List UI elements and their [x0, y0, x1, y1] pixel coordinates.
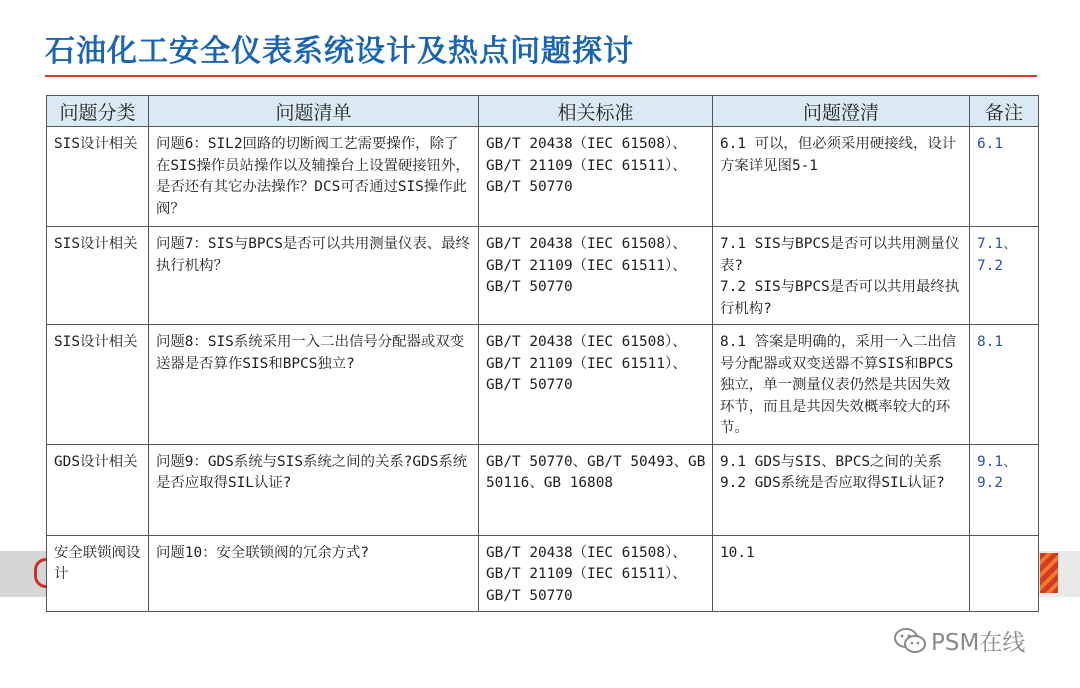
cell-category: SIS设计相关	[47, 127, 149, 227]
standard-line: GB/T 50770	[486, 587, 573, 604]
clarification-line: 10.1	[720, 544, 755, 561]
cell-category: SIS设计相关	[47, 325, 149, 445]
cell-category: 安全联锁阀设计	[47, 535, 149, 612]
clarification-line: 9.2 GDS系统是否应取得SIL认证?	[720, 475, 945, 491]
title-divider	[45, 75, 1037, 77]
table-row	[47, 227, 1039, 325]
cell-question: 问题7：SIS与BPCS是否可以共用测量仪表、最终执行机构？	[149, 227, 479, 325]
standard-line: GB/T 21109（IEC 61511）、	[486, 566, 687, 582]
table-header-row	[47, 96, 1039, 127]
cell-standards	[479, 325, 713, 445]
standard-line: GB/T 50770	[486, 377, 573, 393]
standard-line: GB/T 21109（IEC 61511）、	[486, 157, 687, 174]
standard-line: GB/T 20438（IEC 61508）、	[486, 136, 687, 152]
cell-standards	[479, 227, 713, 325]
table-row	[47, 325, 1039, 445]
cell-question: 问题10：安全联锁阀的冗余方式?	[149, 535, 479, 612]
page-title: 石油化工安全仪表系统设计及热点问题探讨	[45, 34, 634, 69]
standard-line: GB/T 50770	[486, 179, 573, 195]
standard-line: GB/T 50770、GB/T 50493、GB 50116、GB 16808	[486, 453, 706, 491]
standard-line: GB/T 50770	[486, 279, 573, 295]
header-question: 问题清单	[149, 96, 479, 127]
cell-question: 问题6：SIL2回路的切断阀工艺需要操作，除了在SIS操作员站操作以及辅操台上设置硬接钮外，是否还有其它办法操作？DCS可否通过SIS操作此阀？	[149, 127, 479, 227]
left-logo-mark	[34, 558, 46, 588]
clarification-line: 7.2 SIS与BPCS是否可以共用最终执行机构?	[720, 279, 960, 317]
cell-note: 7.1、7.2	[970, 227, 1039, 325]
cell-clarification	[713, 444, 970, 535]
header-note: 备注	[970, 96, 1039, 127]
cell-clarification	[713, 325, 970, 445]
right-logo-mark	[1040, 553, 1058, 593]
standard-line: GB/T 20438（IEC 61508）、	[486, 544, 687, 561]
header-category: 问题分类	[47, 96, 149, 127]
clarification-line: 8.1 答案是明确的，采用一入二出信号分配器或双变送器不算SIS和BPCS独立，单一测量仪表仍然是共因失效环节，而且是共因失效概率较大的环节。	[720, 334, 957, 436]
standard-line: GB/T 21109（IEC 61511）、	[486, 355, 687, 372]
cell-note: 8.1	[970, 325, 1039, 445]
header-standards: 相关标准	[479, 96, 713, 127]
standard-line: GB/T 20438（IEC 61508）、	[486, 236, 687, 252]
clarification-line: 9.1 GDS与SIS、BPCS之间的关系	[720, 453, 943, 470]
standard-line: GB/T 21109（IEC 61511）、	[486, 257, 687, 274]
cell-question: 问题8：SIS系统采用一入二出信号分配器或双变送器是否算作SIS和BPCS独立?	[149, 325, 479, 445]
watermark-text: PSM在线	[931, 630, 1026, 656]
cell-note: 6.1	[970, 127, 1039, 227]
header-clarification: 问题澄清	[713, 96, 970, 127]
cell-question: 问题9：GDS系统与SIS系统之间的关系?GDS系统是否应取得SIL认证?	[149, 444, 479, 535]
cell-clarification	[713, 227, 970, 325]
clarification-line: 6.1 可以，但必须采用硬接线，设计方案详见图5-1	[720, 136, 957, 174]
issues-table	[46, 95, 1039, 612]
cell-clarification	[713, 127, 970, 227]
cell-clarification	[713, 535, 970, 612]
cell-category: GDS设计相关	[47, 444, 149, 535]
wechat-icon	[893, 627, 927, 655]
cell-standards	[479, 127, 713, 227]
cell-category: SIS设计相关	[47, 227, 149, 325]
table-row	[47, 127, 1039, 227]
cell-standards	[479, 444, 713, 535]
clarification-line: 7.1 SIS与BPCS是否可以共用测量仪表?	[720, 236, 960, 274]
cell-note: 9.1、9.2	[970, 444, 1039, 535]
standard-line: GB/T 20438（IEC 61508）、	[486, 334, 687, 350]
table-row	[47, 444, 1039, 535]
table-row	[47, 535, 1039, 612]
cell-standards	[479, 535, 713, 612]
cell-note	[970, 535, 1039, 612]
watermark	[893, 624, 1025, 657]
